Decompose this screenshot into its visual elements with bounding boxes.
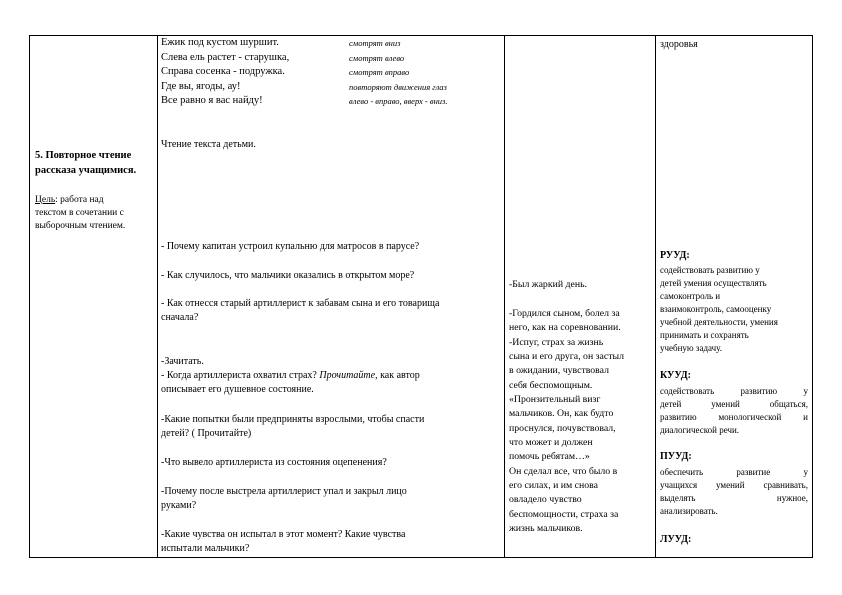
answer: его силах, и им снова <box>509 480 599 491</box>
poem-line: Ежик под кустом шуршит. <box>161 37 279 48</box>
answer: мальчиков. Он, как будто <box>509 408 614 419</box>
column-divider-3 <box>655 35 656 558</box>
answer: -Гордился сыном, болел за <box>509 308 620 319</box>
ruud-title: РУУД: <box>660 250 690 261</box>
answer: «Пронзительный визг <box>509 394 601 405</box>
poem-line: Справа сосенка - подружка. <box>161 66 285 77</box>
goal-text: : работа над <box>55 195 104 205</box>
kuud-line: развитию монологической и <box>660 412 808 422</box>
poem-note: смотрят вправо <box>349 67 410 77</box>
question-text: - Когда артиллериста охватил страх? <box>161 370 317 381</box>
answer: помочь ребятам…» <box>509 451 590 462</box>
ruud-line: взаимоконтроль, самооценку <box>660 304 772 314</box>
question <box>161 370 420 383</box>
puud-line: анализировать. <box>660 506 718 516</box>
poem-line: Где вы, ягоды, ау! <box>161 80 241 92</box>
answer: проснулся, почувствовал, <box>509 423 616 434</box>
question: сначала? <box>161 312 199 323</box>
puud-line: выделять нужное, <box>660 493 808 503</box>
table-left-border <box>29 35 30 558</box>
question-text: как автор <box>380 370 420 381</box>
ruud-line: детей умения осуществлять <box>660 278 767 288</box>
poem-row <box>161 80 501 95</box>
column-divider-2 <box>504 35 505 558</box>
answer: овладело чувство <box>509 494 582 505</box>
ruud-line: принимать и сохранять <box>660 330 749 340</box>
question: - Как отнесся старый артиллерист к забавам сына и его товарища <box>161 298 440 309</box>
poem-row <box>161 36 501 51</box>
poem-note: смотрят влево <box>349 52 405 63</box>
poem-row <box>161 51 501 66</box>
kuud-line: детей умений общаться, <box>660 399 808 409</box>
kuud-title: КУУД: <box>660 370 691 381</box>
question-emphasis: Прочитайте, <box>319 370 378 381</box>
question: - Как случилось, что мальчики оказались в открытом море? <box>161 270 415 281</box>
question: -Какие попытки были предприняты взрослыми, чтобы спасти <box>161 414 425 425</box>
goal-line <box>35 194 153 207</box>
luud-title: ЛУУД: <box>660 534 692 545</box>
kuud-line: содействовать развитию у <box>660 386 808 396</box>
ruud-line: самоконтроль и <box>660 291 721 301</box>
answer: беспомощности, страха за <box>509 509 619 520</box>
poem-note: смотрят вниз <box>349 38 401 48</box>
puud-title: ПУУД: <box>660 451 692 462</box>
ruud-line: содействовать развитию у <box>660 265 760 275</box>
question: -Почему после выстрела артиллерист упал и закрыл лицо <box>161 486 407 497</box>
answer: Он сделал все, что было в <box>509 466 618 477</box>
question: -Какие чувства он испытал в этот момент? Какие чувства <box>161 529 406 540</box>
question: - Почему капитан устроил купальню для матросов в парусе? <box>161 241 420 252</box>
puud-line: обеспечить развитие у <box>660 467 808 477</box>
goal-label: Цель <box>35 195 56 205</box>
goal-line: выборочным чтением. <box>35 221 126 231</box>
stage-cell <box>35 148 153 233</box>
answer: сына и его друга, он застыл <box>509 351 624 362</box>
answer: -Был жаркий день. <box>509 279 588 290</box>
reading-instruction: Чтение текста детьми. <box>161 139 256 150</box>
poem-line: Все равно я вас найду! <box>161 95 263 106</box>
stage-title <box>35 148 153 178</box>
answer: себя беспомощным. <box>509 380 593 391</box>
question: описывает его душевное состояние. <box>161 384 314 395</box>
ruud-line: учебной деятельности, умения <box>660 317 778 327</box>
question: испытали мальчики? <box>161 543 250 554</box>
table-right-border <box>812 35 813 558</box>
poem-note: повторяют движения глаз <box>349 81 447 92</box>
question: -Что вывело артиллериста из состояния оцепенения? <box>161 457 387 468</box>
question: -Зачитать. <box>161 356 204 367</box>
answer: -Испуг, страх за жизнь <box>509 337 604 348</box>
poem-note: влево - вправо, вверх - вниз. <box>349 96 448 106</box>
stage-title-line: 5. Повторное чтение <box>35 150 132 161</box>
answer: в ожидании, чувствовал <box>509 365 610 376</box>
poem-row <box>161 65 501 80</box>
question: детей? ( Прочитайте) <box>161 428 252 439</box>
poem-line: Слева ель растет - старушка, <box>161 51 290 63</box>
eye-exercise-poem <box>161 36 501 109</box>
goal-line: текстом в сочетании с <box>35 208 124 218</box>
table-bottom-border <box>29 557 813 558</box>
answer: что может и должен <box>509 437 593 448</box>
poem-row <box>161 94 501 109</box>
puud-line: учащихся умений сравнивать, <box>660 480 808 490</box>
kuud-line: диалогической речи. <box>660 425 740 435</box>
stage-goal <box>35 194 153 233</box>
question: руками? <box>161 500 197 511</box>
answer: жизнь мальчиков. <box>509 523 583 534</box>
stage-title-line: рассказа учащимися. <box>35 165 137 176</box>
ruud-line: учебную задачу. <box>660 343 723 353</box>
answer: него, как на соревновании. <box>509 322 621 333</box>
health-text: здоровья <box>660 39 698 50</box>
column-divider-1 <box>157 35 158 558</box>
